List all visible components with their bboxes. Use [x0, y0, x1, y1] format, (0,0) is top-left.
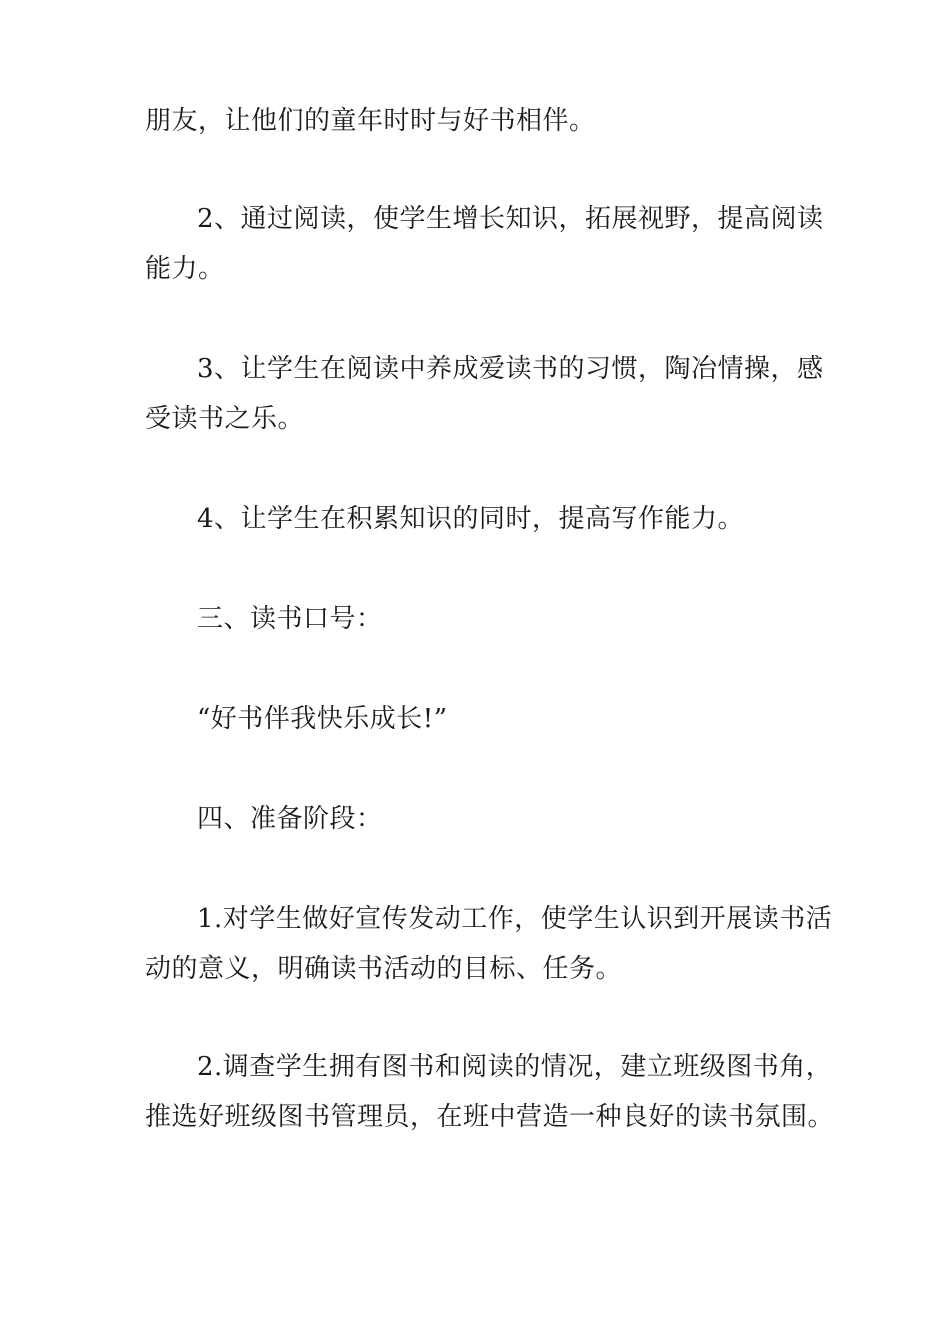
paragraph-line: 推选好班级图书管理员，在班中营造一种良好的读书氛围。 [145, 1102, 835, 1132]
section-heading-preparation [145, 794, 815, 844]
slogan-text [145, 694, 815, 744]
slogan-line: “好书伴我快乐成长!” [197, 704, 448, 734]
heading-line: 三、读书口号： [197, 604, 383, 634]
paragraph-goal-4 [145, 494, 815, 544]
paragraph-line: 4、让学生在积累知识的同时，提高写作能力。 [197, 504, 745, 534]
heading-line: 四、准备阶段： [197, 804, 383, 834]
paragraph-line: 2、通过阅读，使学生增长知识，拓展视野，提高阅读 [197, 204, 824, 234]
paragraph-line: 1.对学生做好宣传发动工作，使学生认识到开展读书活 [197, 904, 833, 934]
paragraph-prep-2 [145, 1042, 835, 1142]
paragraph-line: 朋友，让他们的童年时时与好书相伴。 [145, 106, 596, 136]
paragraph-continuation [145, 96, 815, 146]
paragraph-line: 2.调查学生拥有图书和阅读的情况，建立班级图书角， [197, 1052, 833, 1082]
paragraph-line: 能力。 [145, 254, 225, 284]
section-heading-slogan [145, 594, 815, 644]
paragraph-line: 3、让学生在阅读中养成爱读书的习惯，陶冶情操，感 [197, 354, 824, 384]
paragraph-line: 受读书之乐。 [145, 404, 305, 434]
paragraph-goal-3 [145, 344, 824, 444]
paragraph-line: 动的意义，明确读书活动的目标、任务。 [145, 954, 623, 984]
paragraph-goal-2 [145, 194, 824, 294]
paragraph-prep-1 [145, 894, 833, 994]
